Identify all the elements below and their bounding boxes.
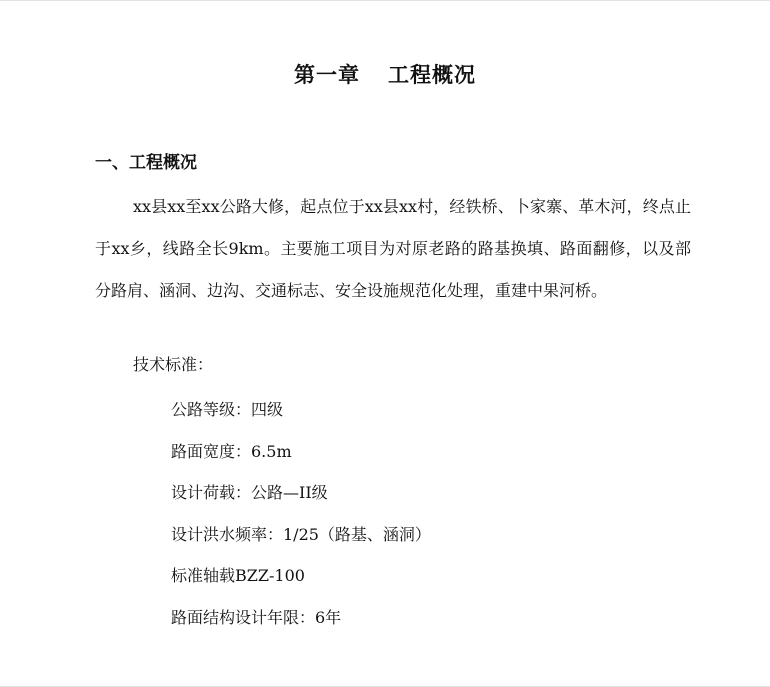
section-heading: 一、工程概况 [95,153,197,173]
technical-standards-label: 技术标准： [133,355,214,374]
standard-item: 路面宽度：6.5m [171,441,292,461]
chapter-title [0,59,770,89]
body-paragraph: xx县xx至xx公路大修，起点位于xx县xx村，经铁桥、卜家寨、革木河，终点止于xx乡，线路全长9km。主要施工项目为对原老路的路基换填、路面翻修，以及部分路肩、涵洞、边沟、交通标志、安全设施规范化处理，重建中果河桥。 [95,197,691,300]
standard-item: 标准轴载BZZ-100 [171,566,305,585]
standard-item: 设计荷载：公路—II级 [171,483,328,502]
standard-item: 路面结构设计年限：6年 [171,607,342,627]
standard-item: 公路等级：四级 [171,400,284,419]
standard-item: 设计洪水频率：1/25（路基、涵洞） [171,524,431,544]
chapter-number: 第一章 [294,63,360,87]
technical-standards-list [171,389,431,638]
chapter-name: 工程概况 [388,63,476,87]
